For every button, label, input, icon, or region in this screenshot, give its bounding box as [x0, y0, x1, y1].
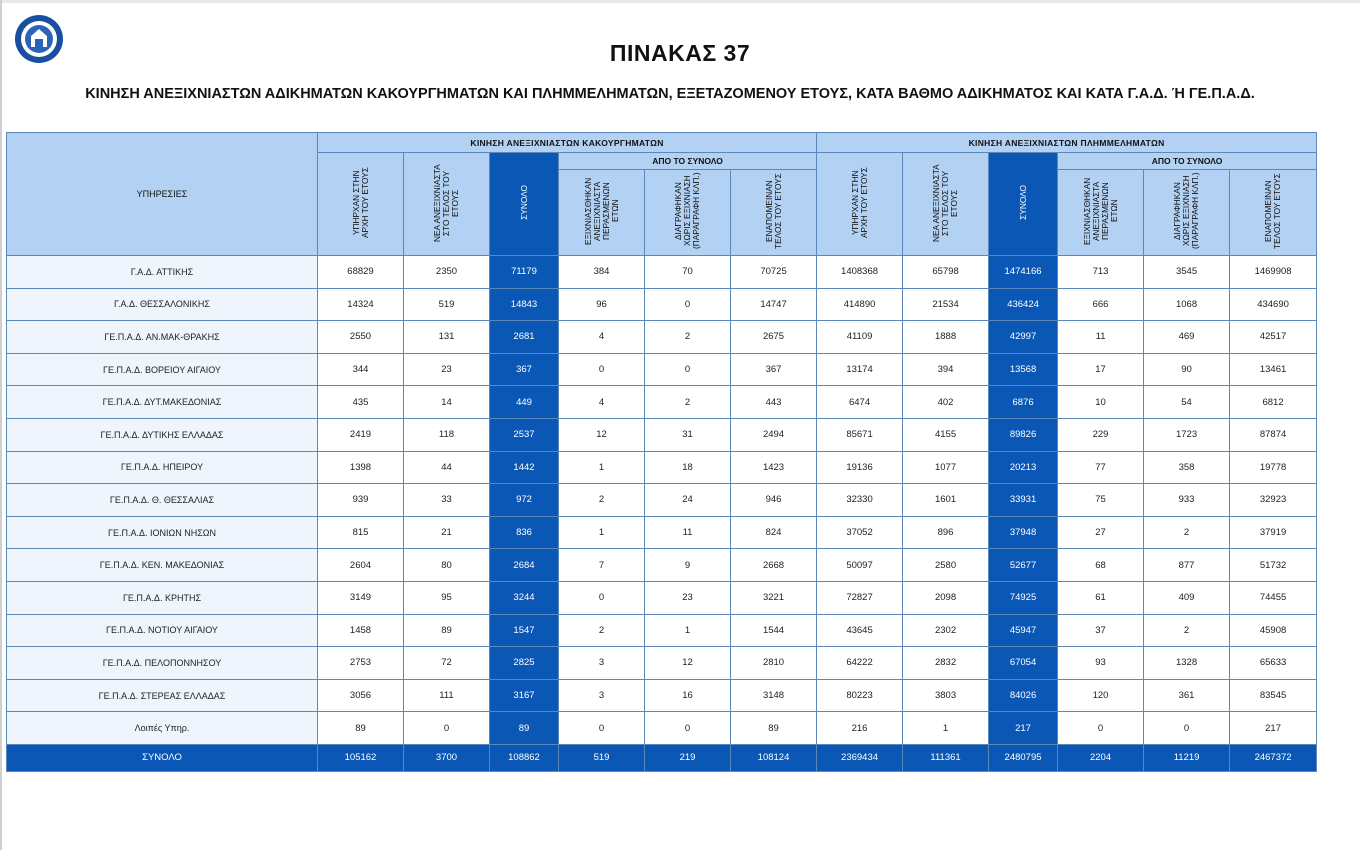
value-cell: 61: [1058, 581, 1144, 614]
value-cell: 2550: [318, 321, 404, 354]
misdemeanors-group-header: ΚΙΝΗΣΗ ΑΝΕΞΙΧΝΙΑΣΤΩΝ ΠΛΗΜΜΕΛΗΜΑΤΩΝ: [817, 133, 1317, 153]
value-cell: 90: [1144, 353, 1230, 386]
value-cell: 367: [731, 353, 817, 386]
misdemeanors-remaining-header: ΕΝΑΠΟΜΕΙΝΑΝ ΤΕΛΟΣ ΤΟΥ ΕΤΟΥΣ: [1230, 170, 1317, 256]
value-cell: 93: [1058, 647, 1144, 680]
value-cell: 11: [645, 516, 731, 549]
value-cell: 21: [404, 516, 490, 549]
value-cell: 7: [559, 549, 645, 582]
value-cell: 4: [559, 321, 645, 354]
value-cell: 89826: [989, 418, 1058, 451]
value-cell: 443: [731, 386, 817, 419]
felonies-existing-header: ΥΠΗΡΧΑΝ ΣΤΗΝ ΑΡΧΗ ΤΟΥ ΕΤΟΥΣ: [318, 153, 404, 256]
value-cell: 933: [1144, 484, 1230, 517]
value-cell: 14324: [318, 288, 404, 321]
value-cell: 68829: [318, 256, 404, 289]
table-row: [7, 451, 1317, 484]
misdemeanors-deleted-header: ΔΙΑΓΡΑΦΗΚΑΝ ΧΩΡΙΣ ΕΞΙΧΝΙΑΣΗ (ΠΑΡΑΓΡΑΦΗ ΚΛΠ.): [1144, 170, 1230, 256]
value-cell: 4155: [903, 418, 989, 451]
value-cell: 89: [490, 712, 559, 745]
value-cell: 519: [559, 744, 645, 771]
value-cell: 131: [404, 321, 490, 354]
value-cell: 37919: [1230, 516, 1317, 549]
table-row: [7, 614, 1317, 647]
value-cell: 939: [318, 484, 404, 517]
value-cell: 4: [559, 386, 645, 419]
value-cell: 12: [559, 418, 645, 451]
value-cell: 2681: [490, 321, 559, 354]
value-cell: 1469908: [1230, 256, 1317, 289]
value-cell: 51732: [1230, 549, 1317, 582]
value-cell: 14843: [490, 288, 559, 321]
value-cell: 3221: [731, 581, 817, 614]
value-cell: 16: [645, 679, 731, 712]
value-cell: 2668: [731, 549, 817, 582]
value-cell: 1547: [490, 614, 559, 647]
table-row: [7, 549, 1317, 582]
value-cell: 2537: [490, 418, 559, 451]
value-cell: 414890: [817, 288, 903, 321]
value-cell: 409: [1144, 581, 1230, 614]
value-cell: 384: [559, 256, 645, 289]
value-cell: 11219: [1144, 744, 1230, 771]
table-row: [7, 321, 1317, 354]
value-cell: 0: [404, 712, 490, 745]
value-cell: 217: [989, 712, 1058, 745]
service-name: ΓΕ.Π.Α.Δ. ΚΡΗΤΗΣ: [7, 581, 318, 614]
misdemeanors-new-header: ΝΕΑ ΑΝΕΞΙΧΝΙΑΣΤΑ ΣΤΟ ΤΕΛΟΣ ΤΟΥ ΕΤΟΥΣ: [903, 153, 989, 256]
value-cell: 713: [1058, 256, 1144, 289]
value-cell: 435: [318, 386, 404, 419]
value-cell: 65798: [903, 256, 989, 289]
felonies-subgroup-header: ΑΠΟ ΤΟ ΣΥΝΟΛΟ: [559, 153, 817, 170]
value-cell: 111: [404, 679, 490, 712]
value-cell: 2: [645, 386, 731, 419]
value-cell: 1408368: [817, 256, 903, 289]
value-cell: 20213: [989, 451, 1058, 484]
value-cell: 1474166: [989, 256, 1058, 289]
value-cell: 13568: [989, 353, 1058, 386]
misdemeanors-subgroup-header: ΑΠΟ ΤΟ ΣΥΝΟΛΟ: [1058, 153, 1317, 170]
value-cell: 1544: [731, 614, 817, 647]
value-cell: 14747: [731, 288, 817, 321]
table-row: [7, 647, 1317, 680]
value-cell: 6812: [1230, 386, 1317, 419]
value-cell: 0: [645, 712, 731, 745]
value-cell: 3700: [404, 744, 490, 771]
table-row: [7, 418, 1317, 451]
value-cell: 89: [731, 712, 817, 745]
service-name: ΓΕ.Π.Α.Δ. ΠΕΛΟΠΟΝΝΗΣΟΥ: [7, 647, 318, 680]
service-name: ΓΕ.Π.Α.Δ. ΔΥΤ.ΜΑΚΕΔΟΝΙΑΣ: [7, 386, 318, 419]
value-cell: 519: [404, 288, 490, 321]
value-cell: 84026: [989, 679, 1058, 712]
table-row: [7, 256, 1317, 289]
value-cell: 2: [645, 321, 731, 354]
value-cell: 83545: [1230, 679, 1317, 712]
service-name: ΓΕ.Π.Α.Δ. ΗΠΕΙΡΟΥ: [7, 451, 318, 484]
value-cell: 434690: [1230, 288, 1317, 321]
value-cell: 37948: [989, 516, 1058, 549]
felonies-solved-header: ΕΞΙΧΝΙΑΣΘΗΚΑΝ ΑΝΕΞΙΧΝΙΑΣΤΑ ΠΕΡΑΣΜΕΝΩΝ ΕΤΩΝ: [559, 170, 645, 256]
value-cell: 95: [404, 581, 490, 614]
value-cell: 23: [404, 353, 490, 386]
value-cell: 2675: [731, 321, 817, 354]
value-cell: 87874: [1230, 418, 1317, 451]
value-cell: 666: [1058, 288, 1144, 321]
value-cell: 75: [1058, 484, 1144, 517]
value-cell: 68: [1058, 549, 1144, 582]
value-cell: 1601: [903, 484, 989, 517]
table-row: [7, 288, 1317, 321]
value-cell: 877: [1144, 549, 1230, 582]
value-cell: 2480795: [989, 744, 1058, 771]
value-cell: 946: [731, 484, 817, 517]
page-subtitle: ΚΙΝΗΣΗ ΑΝΕΞΙΧΝΙΑΣΤΩΝ ΑΔΙΚΗΜΑΤΩΝ ΚΑΚΟΥΡΓΗΜΑΤΩΝ ΚΑΙ ΠΛΗΜΜΕΛΗΜΑΤΩΝ, ΕΞΕΤΑΖΟΜΕΝΟΥ ΕΤΟΥΣ, ΚΑΤΑ ΒΑΘΜΟ ΑΔΙΚΗΜΑΤΟΣ ΚΑΙ ΚΑΤΑ Γ.Α.Δ. Ή ΓΕ.Π.Α.Δ.: [85, 86, 1255, 102]
table-row: [7, 516, 1317, 549]
value-cell: 436424: [989, 288, 1058, 321]
misdemeanors-total-header: ΣΥΝΟΛΟ: [989, 153, 1058, 256]
value-cell: 402: [903, 386, 989, 419]
value-cell: 32330: [817, 484, 903, 517]
value-cell: 33931: [989, 484, 1058, 517]
value-cell: 24: [645, 484, 731, 517]
value-cell: 3545: [1144, 256, 1230, 289]
value-cell: 89: [404, 614, 490, 647]
crime-statistics-table: [6, 132, 1317, 772]
value-cell: 1: [559, 451, 645, 484]
value-cell: 394: [903, 353, 989, 386]
value-cell: 80223: [817, 679, 903, 712]
value-cell: 449: [490, 386, 559, 419]
service-name: ΓΕ.Π.Α.Δ. ΙΟΝΙΩΝ ΝΗΣΩΝ: [7, 516, 318, 549]
value-cell: 42997: [989, 321, 1058, 354]
value-cell: 37: [1058, 614, 1144, 647]
table-row: [7, 712, 1317, 745]
value-cell: 2580: [903, 549, 989, 582]
value-cell: 2302: [903, 614, 989, 647]
value-cell: 1723: [1144, 418, 1230, 451]
value-cell: 105162: [318, 744, 404, 771]
value-cell: 815: [318, 516, 404, 549]
service-name: Γ.Α.Δ. ΑΤΤΙΚΗΣ: [7, 256, 318, 289]
value-cell: 0: [645, 288, 731, 321]
value-cell: 1398: [318, 451, 404, 484]
value-cell: 54: [1144, 386, 1230, 419]
value-cell: 2467372: [1230, 744, 1317, 771]
value-cell: 3167: [490, 679, 559, 712]
value-cell: 89: [318, 712, 404, 745]
value-cell: 3056: [318, 679, 404, 712]
total-row: [7, 744, 1317, 771]
value-cell: 21534: [903, 288, 989, 321]
value-cell: 2684: [490, 549, 559, 582]
value-cell: 70: [645, 256, 731, 289]
value-cell: 13174: [817, 353, 903, 386]
service-name: Λοιπές Υπηρ.: [7, 712, 318, 745]
value-cell: 1077: [903, 451, 989, 484]
value-cell: 74925: [989, 581, 1058, 614]
value-cell: 27: [1058, 516, 1144, 549]
value-cell: 85671: [817, 418, 903, 451]
value-cell: 12: [645, 647, 731, 680]
value-cell: 120: [1058, 679, 1144, 712]
service-name: Γ.Α.Δ. ΘΕΣΣΑΛΟΝΙΚΗΣ: [7, 288, 318, 321]
table-row: [7, 353, 1317, 386]
value-cell: 67054: [989, 647, 1058, 680]
value-cell: 2098: [903, 581, 989, 614]
misdemeanors-existing-header: ΥΠΗΡΧΑΝ ΣΤΗΝ ΑΡΧΗ ΤΟΥ ΕΤΟΥΣ: [817, 153, 903, 256]
value-cell: 44: [404, 451, 490, 484]
value-cell: 2204: [1058, 744, 1144, 771]
table-row: [7, 484, 1317, 517]
value-cell: 3244: [490, 581, 559, 614]
value-cell: 367: [490, 353, 559, 386]
value-cell: 1458: [318, 614, 404, 647]
value-cell: 80: [404, 549, 490, 582]
service-name: ΓΕ.Π.Α.Δ. ΝΟΤΙΟΥ ΑΙΓΑΙΟΥ: [7, 614, 318, 647]
value-cell: 1068: [1144, 288, 1230, 321]
felonies-total-header: ΣΥΝΟΛΟ: [490, 153, 559, 256]
page-title: ΠΙΝΑΚΑΣ 37: [609, 40, 751, 66]
value-cell: 52677: [989, 549, 1058, 582]
value-cell: 0: [645, 353, 731, 386]
value-cell: 217: [1230, 712, 1317, 745]
value-cell: 229: [1058, 418, 1144, 451]
value-cell: 118: [404, 418, 490, 451]
felonies-remaining-header: ΕΝΑΠΟΜΕΙΝΑΝ ΤΕΛΟΣ ΤΟΥ ΕΤΟΥΣ: [731, 170, 817, 256]
felonies-new-header: ΝΕΑ ΑΝΕΞΙΧΝΙΑΣΤΑ ΣΤΟ ΤΕΛΟΣ ΤΟΥ ΕΤΟΥΣ: [404, 153, 490, 256]
value-cell: 17: [1058, 353, 1144, 386]
value-cell: 9: [645, 549, 731, 582]
felonies-deleted-header: ΔΙΑΓΡΑΦΗΚΑΝ ΧΩΡΙΣ ΕΞΙΧΝΙΑΣΗ (ΠΑΡΑΓΡΑΦΗ ΚΛΠ.): [645, 170, 731, 256]
value-cell: 42517: [1230, 321, 1317, 354]
value-cell: 2810: [731, 647, 817, 680]
top-border: [0, 0, 1360, 3]
value-cell: 37052: [817, 516, 903, 549]
value-cell: 32923: [1230, 484, 1317, 517]
value-cell: 71179: [490, 256, 559, 289]
value-cell: 3803: [903, 679, 989, 712]
value-cell: 469: [1144, 321, 1230, 354]
value-cell: 0: [559, 353, 645, 386]
value-cell: 10: [1058, 386, 1144, 419]
value-cell: 2: [1144, 516, 1230, 549]
value-cell: 70725: [731, 256, 817, 289]
value-cell: 2: [559, 484, 645, 517]
value-cell: 836: [490, 516, 559, 549]
value-cell: 2832: [903, 647, 989, 680]
value-cell: 2825: [490, 647, 559, 680]
value-cell: 72827: [817, 581, 903, 614]
value-cell: 13461: [1230, 353, 1317, 386]
value-cell: 2419: [318, 418, 404, 451]
value-cell: 2494: [731, 418, 817, 451]
table-row: [7, 386, 1317, 419]
value-cell: 0: [1058, 712, 1144, 745]
value-cell: 3149: [318, 581, 404, 614]
value-cell: 50097: [817, 549, 903, 582]
value-cell: 344: [318, 353, 404, 386]
value-cell: 6876: [989, 386, 1058, 419]
value-cell: 108862: [490, 744, 559, 771]
value-cell: 45947: [989, 614, 1058, 647]
value-cell: 0: [559, 712, 645, 745]
value-cell: 19778: [1230, 451, 1317, 484]
service-name: ΓΕ.Π.Α.Δ. ΣΤΕΡΕΑΣ ΕΛΛΑΔΑΣ: [7, 679, 318, 712]
value-cell: 65633: [1230, 647, 1317, 680]
value-cell: 216: [817, 712, 903, 745]
value-cell: 23: [645, 581, 731, 614]
value-cell: 1442: [490, 451, 559, 484]
value-cell: 2369434: [817, 744, 903, 771]
value-cell: 19136: [817, 451, 903, 484]
table-row: [7, 581, 1317, 614]
value-cell: 6474: [817, 386, 903, 419]
value-cell: 108124: [731, 744, 817, 771]
value-cell: 43645: [817, 614, 903, 647]
value-cell: 64222: [817, 647, 903, 680]
value-cell: 358: [1144, 451, 1230, 484]
value-cell: 1328: [1144, 647, 1230, 680]
service-name: ΓΕ.Π.Α.Δ. ΚΕΝ. ΜΑΚΕΔΟΝΙΑΣ: [7, 549, 318, 582]
service-header: ΥΠΗΡΕΣΙΕΣ: [7, 133, 318, 256]
value-cell: 2: [1144, 614, 1230, 647]
value-cell: 3148: [731, 679, 817, 712]
value-cell: 41109: [817, 321, 903, 354]
value-cell: 11: [1058, 321, 1144, 354]
value-cell: 2604: [318, 549, 404, 582]
service-name: ΓΕ.Π.Α.Δ. ΑΝ.ΜΑΚ-ΘΡΑΚΗΣ: [7, 321, 318, 354]
value-cell: 0: [1144, 712, 1230, 745]
value-cell: 1: [645, 614, 731, 647]
value-cell: 972: [490, 484, 559, 517]
value-cell: 77: [1058, 451, 1144, 484]
value-cell: 45908: [1230, 614, 1317, 647]
left-border: [0, 0, 2, 850]
value-cell: 219: [645, 744, 731, 771]
service-name: ΓΕ.Π.Α.Δ. ΔΥΤΙΚΗΣ ΕΛΛΑΔΑΣ: [7, 418, 318, 451]
value-cell: 1: [903, 712, 989, 745]
value-cell: 2: [559, 614, 645, 647]
value-cell: 0: [559, 581, 645, 614]
felonies-group-header: ΚΙΝΗΣΗ ΑΝΕΞΙΧΝΙΑΣΤΩΝ ΚΑΚΟΥΡΓΗΜΑΤΩΝ: [318, 133, 817, 153]
value-cell: 33: [404, 484, 490, 517]
value-cell: 3: [559, 647, 645, 680]
value-cell: 111361: [903, 744, 989, 771]
service-name: ΓΕ.Π.Α.Δ. ΒΟΡΕΙΟΥ ΑΙΓΑΙΟΥ: [7, 353, 318, 386]
value-cell: 824: [731, 516, 817, 549]
value-cell: 361: [1144, 679, 1230, 712]
value-cell: 72: [404, 647, 490, 680]
value-cell: 3: [559, 679, 645, 712]
value-cell: 2753: [318, 647, 404, 680]
service-name: ΣΥΝΟΛΟ: [7, 744, 318, 771]
table-row: [7, 679, 1317, 712]
misdemeanors-solved-header: ΕΞΙΧΝΙΑΣΘΗΚΑΝ ΑΝΕΞΙΧΝΙΑΣΤΑ ΠΕΡΑΣΜΕΝΩΝ ΕΤΩΝ: [1058, 170, 1144, 256]
value-cell: 14: [404, 386, 490, 419]
value-cell: 1423: [731, 451, 817, 484]
service-name: ΓΕ.Π.Α.Δ. Θ. ΘΕΣΣΑΛΙΑΣ: [7, 484, 318, 517]
value-cell: 2350: [404, 256, 490, 289]
value-cell: 18: [645, 451, 731, 484]
value-cell: 96: [559, 288, 645, 321]
value-cell: 896: [903, 516, 989, 549]
value-cell: 74455: [1230, 581, 1317, 614]
value-cell: 31: [645, 418, 731, 451]
value-cell: 1: [559, 516, 645, 549]
value-cell: 1888: [903, 321, 989, 354]
